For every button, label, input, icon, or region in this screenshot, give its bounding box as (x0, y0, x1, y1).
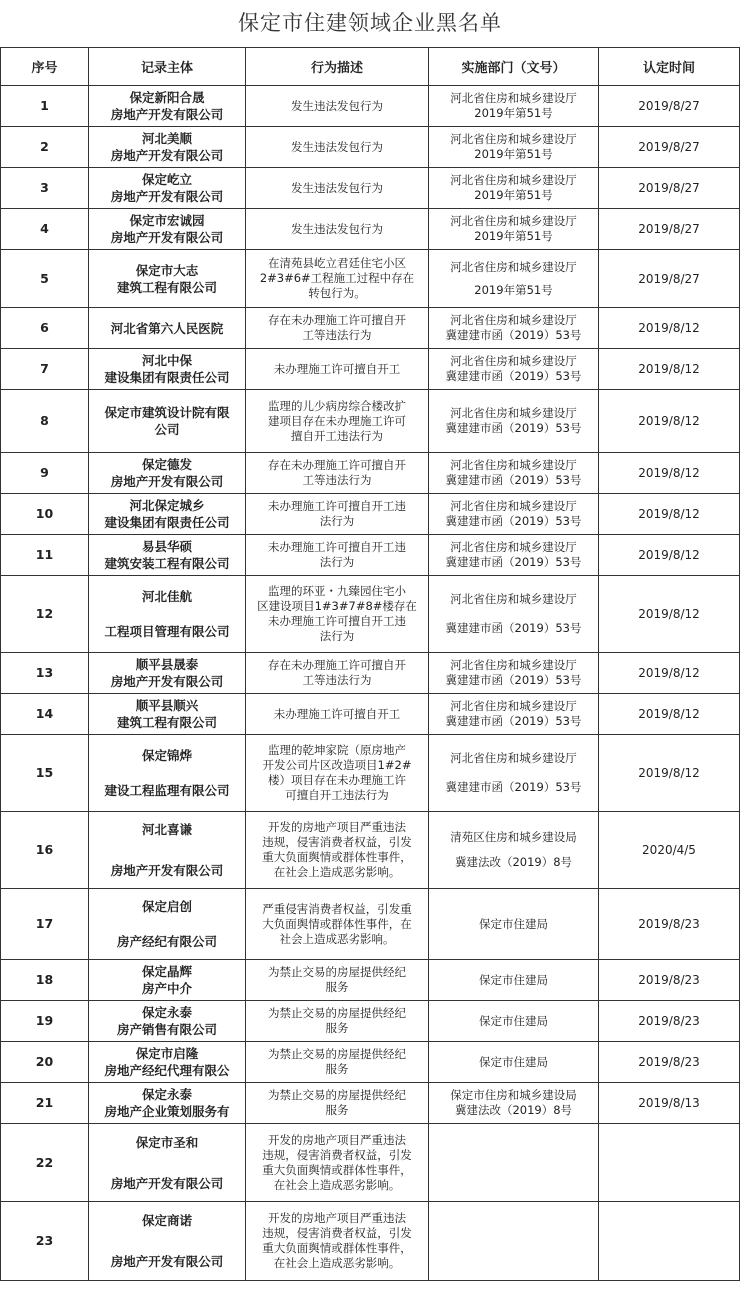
implementing-department (429, 1001, 599, 1042)
description-line: 为禁止交易的房屋提供经纪 (268, 1088, 406, 1102)
behavior-description (246, 453, 429, 494)
implementing-department (429, 168, 599, 209)
implementing-department (429, 889, 599, 960)
table-row (1, 1124, 740, 1202)
department-line: 冀建建市函（2019）53号 (445, 714, 582, 728)
behavior-description (246, 889, 429, 960)
table-row (1, 250, 740, 308)
entity-line: 工程项目管理有限公司 (104, 624, 230, 639)
header-description: 行为描述 (246, 48, 429, 86)
description-line: 监理的儿少病房综合楼改扩 (268, 398, 406, 413)
description-line: 在清苑县屹立君廷住宅小区 (268, 256, 406, 270)
implementing-department (429, 653, 599, 694)
description-line: 违规，侵害消费者权益，引发 (262, 1226, 412, 1240)
entity-line: 河北喜谦 (141, 822, 192, 837)
entity-line: 河北保定城乡 (129, 498, 205, 513)
description-line: 在社会上造成恶劣影响。 (273, 865, 401, 879)
behavior-description (246, 1083, 429, 1124)
record-entity (89, 168, 246, 209)
entity-line: 建设集团有限责任公司 (104, 515, 230, 530)
table-row (1, 1202, 740, 1281)
department-line: 河北省住房和城乡建设厅 (450, 658, 577, 672)
page-title: 保定市住建领域企业黑名单 (238, 11, 502, 35)
table-row (1, 694, 740, 735)
determination-date: 2019/8/12 (599, 694, 740, 735)
description-line: 服务 (325, 1062, 349, 1076)
record-entity (89, 209, 246, 250)
implementing-department (429, 1202, 599, 1281)
department-line: 保定市住建局 (479, 916, 548, 931)
determination-date: 2019/8/27 (599, 209, 740, 250)
table-body (1, 86, 740, 1281)
description-line: 为禁止交易的房屋提供经纪 (268, 965, 406, 979)
department-line: 河北省住房和城乡建设厅 (450, 406, 577, 420)
behavior-description (246, 960, 429, 1001)
record-entity (89, 1001, 246, 1042)
determination-date: 2019/8/12 (599, 735, 740, 812)
department-line: 河北省住房和城乡建设厅 (450, 214, 577, 228)
header-department: 实施部门（文号） (429, 48, 599, 86)
record-entity (89, 390, 246, 453)
entity-line: 保定永泰 (141, 1005, 192, 1020)
record-entity (89, 735, 246, 812)
description-line: 服务 (325, 1021, 349, 1035)
determination-date: 2019/8/27 (599, 86, 740, 127)
description-line: 为禁止交易的房屋提供经纪 (268, 1006, 406, 1020)
entity-line: 保定市大志 (135, 262, 199, 278)
description-line: 服务 (325, 980, 349, 994)
determination-date: 2019/8/12 (599, 453, 740, 494)
department-line: 2019年第51号 (474, 229, 553, 243)
description-line: 未办理施工许可擅自开工 (273, 361, 401, 376)
description-line: 重大负面舆情或群体性事件， (262, 1162, 412, 1177)
behavior-description (246, 735, 429, 812)
department-line: 清苑区住房和城乡建设局 (450, 830, 577, 844)
description-line: 未办理施工许可擅自开工违 (268, 499, 406, 513)
entity-line: 保定新阳合晟 (129, 90, 205, 105)
description-line: 开发的房地产项目严重违法 (268, 1132, 406, 1147)
description-line: 发生违法发包行为 (291, 180, 383, 195)
department-line: 保定市住房和城乡建设局 (450, 1088, 577, 1102)
department-line: 冀建建市函（2019）53号 (445, 514, 582, 528)
determination-date: 2019/8/12 (599, 535, 740, 576)
description-line: 工等违法行为 (302, 673, 372, 687)
entity-line: 房地产开发有限公司 (110, 863, 224, 878)
description-line: 法行为 (319, 629, 355, 643)
row-number: 5 (1, 250, 89, 308)
department-line: 冀建法改（2019）8号 (454, 855, 573, 869)
description-line: 大负面舆情或群体性事件，在 (262, 916, 412, 931)
determination-date: 2019/8/12 (599, 349, 740, 390)
department-line: 河北省住房和城乡建设厅 (450, 259, 577, 274)
table-row (1, 86, 740, 127)
blacklist-table (0, 47, 740, 1281)
determination-date: 2019/8/23 (599, 960, 740, 1001)
description-line: 法行为 (319, 555, 355, 569)
implementing-department (429, 1042, 599, 1083)
description-line: 违规，侵害消费者权益，引发 (262, 835, 412, 849)
entity-line: 建筑安装工程有限公司 (104, 556, 230, 571)
entity-line: 建筑工程有限公司 (116, 715, 217, 730)
row-number: 10 (1, 494, 89, 535)
determination-date: 2019/8/12 (599, 653, 740, 694)
department-line: 保定市住建局 (479, 972, 548, 987)
department-line: 冀建建市函（2019）53号 (445, 328, 582, 342)
implementing-department (429, 390, 599, 453)
behavior-description (246, 694, 429, 735)
record-entity (89, 127, 246, 168)
behavior-description (246, 308, 429, 349)
table-row (1, 168, 740, 209)
row-number: 13 (1, 653, 89, 694)
table-row (1, 209, 740, 250)
entity-line: 保定永泰 (141, 1087, 192, 1102)
department-line: 冀建建市函（2019）53号 (445, 673, 582, 687)
department-line: 河北省住房和城乡建设厅 (450, 354, 577, 368)
record-entity (89, 86, 246, 127)
description-line: 发生违法发包行为 (291, 98, 383, 113)
record-entity (89, 535, 246, 576)
table-row (1, 653, 740, 694)
row-number: 1 (1, 86, 89, 127)
table-row (1, 1001, 740, 1042)
description-line: 擅自开工违法行为 (291, 428, 383, 443)
row-number: 20 (1, 1042, 89, 1083)
row-number: 23 (1, 1202, 89, 1281)
entity-line: 保定屹立 (141, 172, 192, 187)
entity-line: 保定锦烨 (141, 748, 192, 763)
behavior-description (246, 576, 429, 653)
behavior-description (246, 1202, 429, 1281)
department-line: 保定市住建局 (479, 1013, 548, 1028)
entity-line: 保定市圣和 (135, 1134, 199, 1150)
determination-date: 2019/8/12 (599, 494, 740, 535)
row-number: 12 (1, 576, 89, 653)
record-entity (89, 1202, 246, 1281)
description-line: 重大负面舆情或群体性事件， (262, 850, 412, 864)
row-number: 2 (1, 127, 89, 168)
entity-line: 房地产开发有限公司 (110, 1175, 224, 1191)
description-line: 开发的房地产项目严重违法 (268, 1211, 406, 1225)
behavior-description (246, 494, 429, 535)
record-entity (89, 960, 246, 1001)
description-line: 存在未办理施工许可擅自开 (268, 658, 406, 672)
row-number: 7 (1, 349, 89, 390)
entity-line: 河北中保 (141, 353, 192, 368)
record-entity (89, 308, 246, 349)
implementing-department (429, 209, 599, 250)
determination-date: 2019/8/13 (599, 1083, 740, 1124)
implementing-department (429, 576, 599, 653)
entity-line: 房产中介 (141, 981, 192, 996)
row-number: 22 (1, 1124, 89, 1202)
description-line: 法行为 (319, 514, 355, 528)
description-line: 存在未办理施工许可擅自开 (268, 313, 406, 327)
entity-line: 保定市启隆 (135, 1046, 199, 1061)
department-line: 2019年第51号 (474, 147, 553, 161)
implementing-department (429, 1124, 599, 1202)
description-line: 发生违法发包行为 (291, 139, 383, 154)
implementing-department (429, 812, 599, 889)
table-row (1, 494, 740, 535)
table-row (1, 576, 740, 653)
description-line: 监理的环亚・九臻园住宅小 (268, 584, 406, 598)
description-line: 2#3#6#工程施工过程中存在 (259, 271, 415, 285)
description-line: 未办理施工许可擅自开工违 (268, 614, 406, 628)
department-line: 河北省住房和城乡建设厅 (450, 499, 577, 513)
description-line: 社会上造成恶劣影响。 (279, 931, 395, 946)
description-line: 区建设项目1#3#7#8#楼存在 (257, 599, 417, 613)
row-number: 14 (1, 694, 89, 735)
description-line: 开发的房地产项目严重违法 (268, 820, 406, 834)
determination-date: 2019/8/23 (599, 889, 740, 960)
row-number: 17 (1, 889, 89, 960)
department-line: 冀建建市函（2019）53号 (445, 780, 582, 794)
description-line: 监理的乾坤家院（原房地产 (268, 743, 406, 757)
description-line: 存在未办理施工许可擅自开 (268, 458, 406, 472)
behavior-description (246, 1124, 429, 1202)
behavior-description (246, 250, 429, 308)
determination-date: 2019/8/23 (599, 1042, 740, 1083)
table-row (1, 812, 740, 889)
row-number: 21 (1, 1083, 89, 1124)
behavior-description (246, 812, 429, 889)
department-line: 河北省住房和城乡建设厅 (450, 458, 577, 472)
department-line: 河北省住房和城乡建设厅 (450, 313, 577, 327)
behavior-description (246, 535, 429, 576)
row-number: 15 (1, 735, 89, 812)
description-line: 在社会上造成恶劣影响。 (273, 1177, 401, 1192)
behavior-description (246, 349, 429, 390)
implementing-department (429, 308, 599, 349)
department-line: 河北省住房和城乡建设厅 (450, 699, 577, 713)
record-entity (89, 1124, 246, 1202)
table-row (1, 535, 740, 576)
implementing-department (429, 127, 599, 168)
record-entity (89, 453, 246, 494)
table-row (1, 308, 740, 349)
description-line: 可擅自开工违法行为 (285, 788, 389, 802)
row-number: 11 (1, 535, 89, 576)
record-entity (89, 1042, 246, 1083)
row-number: 8 (1, 390, 89, 453)
implementing-department (429, 86, 599, 127)
department-line: 冀建建市函（2019）53号 (445, 369, 582, 383)
department-line: 冀建建市函（2019）53号 (445, 473, 582, 487)
header-entity: 记录主体 (89, 48, 246, 86)
entity-line: 河北佳航 (141, 589, 192, 604)
description-line: 服务 (325, 1103, 349, 1117)
behavior-description (246, 1001, 429, 1042)
record-entity (89, 889, 246, 960)
entity-line: 保定市宏诚园 (129, 213, 205, 228)
determination-date: 2019/8/27 (599, 127, 740, 168)
row-number: 16 (1, 812, 89, 889)
record-entity (89, 812, 246, 889)
description-line: 建项目存在未办理施工许可 (268, 413, 406, 428)
determination-date: 2019/8/12 (599, 576, 740, 653)
entity-line: 房地产开发有限公司 (110, 230, 224, 245)
department-line: 2019年第51号 (474, 106, 553, 120)
implementing-department (429, 349, 599, 390)
entity-line: 建设集团有限责任公司 (104, 370, 230, 385)
header-row (1, 48, 740, 86)
entity-line: 保定市建筑设计院有限 (104, 405, 230, 420)
description-line: 楼）项目存在未办理施工许 (268, 773, 406, 787)
entity-line: 房产销售有限公司 (116, 1022, 217, 1037)
implementing-department (429, 735, 599, 812)
determination-date: 2019/8/12 (599, 308, 740, 349)
description-line: 未办理施工许可擅自开工违 (268, 540, 406, 554)
row-number: 4 (1, 209, 89, 250)
record-entity (89, 576, 246, 653)
entity-line: 公司 (154, 422, 180, 437)
department-line: 冀建法改（2019）8号 (454, 1103, 573, 1117)
implementing-department (429, 1083, 599, 1124)
description-line: 转包行为。 (308, 286, 366, 300)
department-line: 冀建建市函（2019）53号 (445, 421, 582, 435)
entity-line: 易县华硕 (141, 539, 192, 554)
department-line: 河北省住房和城乡建设厅 (450, 91, 577, 105)
record-entity (89, 349, 246, 390)
entity-line: 保定晶辉 (141, 964, 192, 979)
determination-date (599, 1202, 740, 1281)
entity-line: 房地产开发有限公司 (110, 148, 224, 163)
row-number: 18 (1, 960, 89, 1001)
department-line: 冀建建市函（2019）53号 (445, 555, 582, 569)
entity-line: 房地产企业策划服务有 (104, 1104, 230, 1119)
description-line: 未办理施工许可擅自开工 (273, 706, 401, 721)
record-entity (89, 694, 246, 735)
behavior-description (246, 1042, 429, 1083)
department-line: 河北省住房和城乡建设厅 (450, 540, 577, 554)
description-line: 严重侵害消费者权益，引发重 (262, 901, 412, 916)
behavior-description (246, 209, 429, 250)
determination-date: 2019/8/23 (599, 1001, 740, 1042)
determination-date: 2019/8/27 (599, 168, 740, 209)
department-line: 河北省住房和城乡建设厅 (450, 751, 577, 765)
behavior-description (246, 86, 429, 127)
record-entity (89, 1083, 246, 1124)
table-row (1, 960, 740, 1001)
entity-line: 房地产经纪代理有限公 (104, 1063, 230, 1078)
department-line: 河北省住房和城乡建设厅 (450, 132, 577, 146)
department-line: 冀建建市函（2019）53号 (445, 621, 582, 635)
row-number: 19 (1, 1001, 89, 1042)
department-line: 河北省住房和城乡建设厅 (450, 173, 577, 187)
entity-line: 房地产开发有限公司 (110, 189, 224, 204)
determination-date: 2019/8/12 (599, 390, 740, 453)
behavior-description (246, 390, 429, 453)
table-row (1, 453, 740, 494)
determination-date: 2020/4/5 (599, 812, 740, 889)
table-row (1, 127, 740, 168)
behavior-description (246, 127, 429, 168)
table-row (1, 1042, 740, 1083)
table-row (1, 390, 740, 453)
entity-line: 顺平县晟泰 (135, 657, 199, 672)
department-line: 河北省住房和城乡建设厅 (450, 592, 577, 606)
department-line: 2019年第51号 (474, 282, 553, 297)
table-row (1, 889, 740, 960)
description-line: 发生违法发包行为 (291, 221, 383, 236)
description-line: 工等违法行为 (302, 328, 372, 342)
description-line: 开发公司片区改造项目1#2# (262, 758, 412, 772)
entity-line: 保定商诺 (141, 1213, 192, 1228)
entity-line: 顺平县顺兴 (135, 698, 199, 713)
determination-date: 2019/8/27 (599, 250, 740, 308)
implementing-department (429, 535, 599, 576)
entity-line: 房地产开发有限公司 (110, 674, 224, 689)
entity-line: 房地产开发有限公司 (110, 474, 224, 489)
entity-line: 建筑工程有限公司 (116, 279, 217, 295)
department-line: 2019年第51号 (474, 188, 553, 202)
entity-line: 房地产开发有限公司 (110, 107, 224, 122)
entity-line: 房地产开发有限公司 (110, 1254, 224, 1269)
implementing-department (429, 250, 599, 308)
determination-date (599, 1124, 740, 1202)
description-line: 重大负面舆情或群体性事件， (262, 1241, 412, 1255)
description-line: 违规，侵害消费者权益，引发 (262, 1147, 412, 1162)
description-line: 为禁止交易的房屋提供经纪 (268, 1047, 406, 1061)
implementing-department (429, 694, 599, 735)
implementing-department (429, 494, 599, 535)
row-number: 6 (1, 308, 89, 349)
table-row (1, 1083, 740, 1124)
record-entity (89, 250, 246, 308)
table-row (1, 349, 740, 390)
record-entity (89, 494, 246, 535)
entity-line: 河北美顺 (141, 131, 192, 146)
implementing-department (429, 453, 599, 494)
entity-line: 建设工程监理有限公司 (104, 783, 230, 798)
header-date: 认定时间 (599, 48, 740, 86)
implementing-department (429, 960, 599, 1001)
behavior-description (246, 653, 429, 694)
header-no: 序号 (1, 48, 89, 86)
entity-line: 房产经纪有限公司 (116, 934, 217, 949)
entity-line: 保定德发 (141, 457, 192, 472)
entity-line: 保定启创 (141, 899, 192, 914)
record-entity (89, 653, 246, 694)
description-line: 在社会上造成恶劣影响。 (273, 1256, 401, 1270)
row-number: 3 (1, 168, 89, 209)
row-number: 9 (1, 453, 89, 494)
description-line: 工等违法行为 (302, 473, 372, 487)
department-line: 保定市住建局 (479, 1054, 548, 1069)
behavior-description (246, 168, 429, 209)
table-row (1, 735, 740, 812)
entity-line: 河北省第六人民医院 (110, 320, 224, 336)
